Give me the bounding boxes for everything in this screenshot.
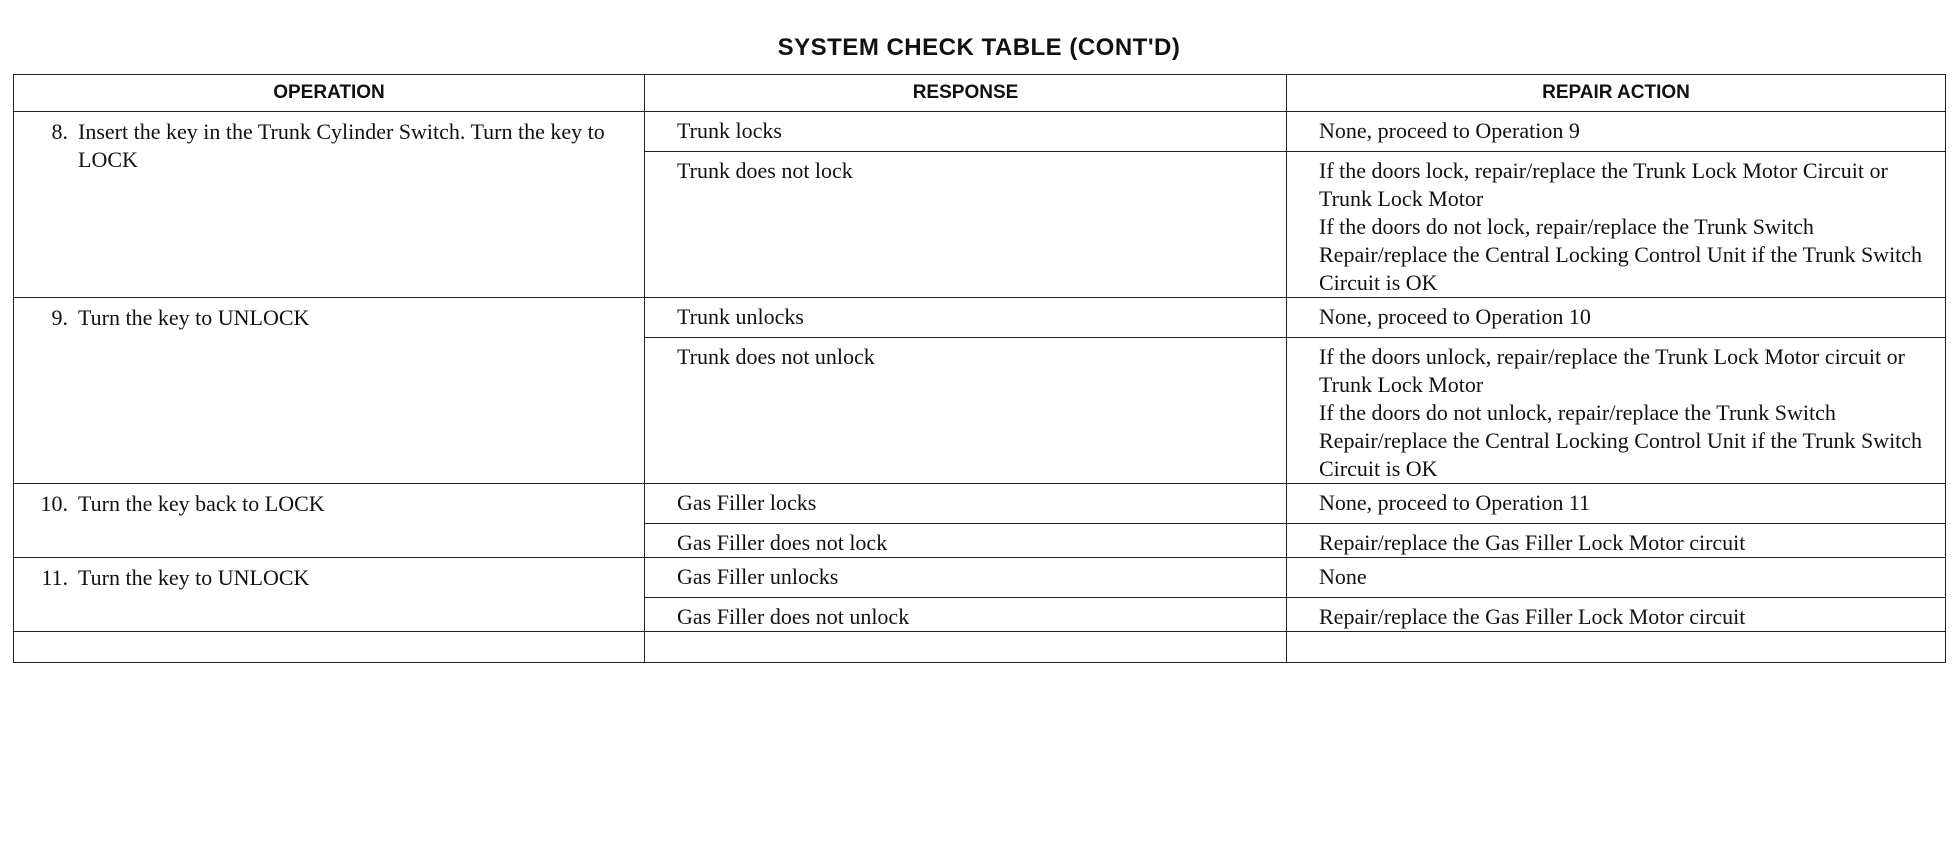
operation-number: 8. (51, 119, 68, 144)
operation-text: Turn the key to UNLOCK (78, 565, 310, 590)
empty-cell (14, 632, 645, 663)
table-row (14, 298, 1946, 338)
response-cell: Trunk does not unlock (645, 338, 1287, 484)
table-header-row (14, 75, 1946, 112)
response-cell: Gas Filler unlocks (645, 558, 1287, 598)
operation-text: Turn the key back to LOCK (78, 491, 325, 516)
operation-number: 11. (41, 565, 68, 590)
operation-cell (14, 112, 645, 298)
repair-action-cell (1287, 558, 1946, 598)
repair-action-cell (1287, 112, 1946, 152)
operation-cell (14, 298, 645, 484)
response-cell: Gas Filler does not unlock (645, 598, 1287, 632)
table-row (14, 112, 1946, 152)
response-cell: Trunk does not lock (645, 152, 1287, 298)
empty-cell (1287, 632, 1946, 663)
operation-cell (14, 484, 645, 558)
repair-action-line: Repair/replace the Gas Filler Lock Motor circuit (1319, 604, 1746, 629)
operation-text: Turn the key to UNLOCK (78, 305, 310, 330)
repair-action-cell (1287, 298, 1946, 338)
repair-action-cell (1287, 484, 1946, 524)
repair-action-cell (1287, 524, 1946, 558)
operation-number: 9. (51, 305, 68, 330)
operation-text: Insert the key in the Trunk Cylinder Switch. Turn the key to LOCK (78, 119, 605, 172)
repair-action-line: If the doors unlock, repair/replace the Trunk Lock Motor circuit or Trunk Lock Motor (1319, 344, 1905, 397)
repair-action-line: None, proceed to Operation 11 (1319, 490, 1591, 515)
response-cell: Trunk locks (645, 112, 1287, 152)
repair-action-line: None, proceed to Operation 9 (1319, 118, 1580, 143)
response-cell: Gas Filler does not lock (645, 524, 1287, 558)
empty-table-row (14, 632, 1946, 663)
system-check-table (13, 74, 1946, 663)
repair-action-line: If the doors lock, repair/replace the Trunk Lock Motor Circuit or Trunk Lock Motor (1319, 158, 1888, 211)
repair-action-line: None, proceed to Operation 10 (1319, 304, 1591, 329)
operation-number: 10. (40, 491, 68, 516)
column-header-operation: OPERATION (14, 75, 645, 112)
repair-action-cell (1287, 338, 1946, 484)
table-row (14, 484, 1946, 524)
table-row (14, 558, 1946, 598)
repair-action-line: If the doors do not unlock, repair/replace the Trunk Switch (1319, 400, 1836, 425)
response-cell: Trunk unlocks (645, 298, 1287, 338)
repair-action-line: Repair/replace the Central Locking Control Unit if the Trunk Switch Circuit is OK (1319, 242, 1923, 295)
column-header-response: RESPONSE (645, 75, 1287, 112)
repair-action-line: None (1319, 564, 1367, 589)
repair-action-line: Repair/replace the Gas Filler Lock Motor circuit (1319, 530, 1746, 555)
repair-action-cell (1287, 598, 1946, 632)
repair-action-line: Repair/replace the Central Locking Control Unit if the Trunk Switch Circuit is OK (1319, 428, 1923, 481)
column-header-repair-action: REPAIR ACTION (1287, 75, 1946, 112)
repair-action-line: If the doors do not lock, repair/replace the Trunk Switch (1319, 214, 1814, 239)
page-title: SYSTEM CHECK TABLE (CONT'D) (777, 34, 1181, 61)
empty-cell (645, 632, 1287, 663)
repair-action-cell (1287, 152, 1946, 298)
response-cell: Gas Filler locks (645, 484, 1287, 524)
operation-cell (14, 558, 645, 632)
